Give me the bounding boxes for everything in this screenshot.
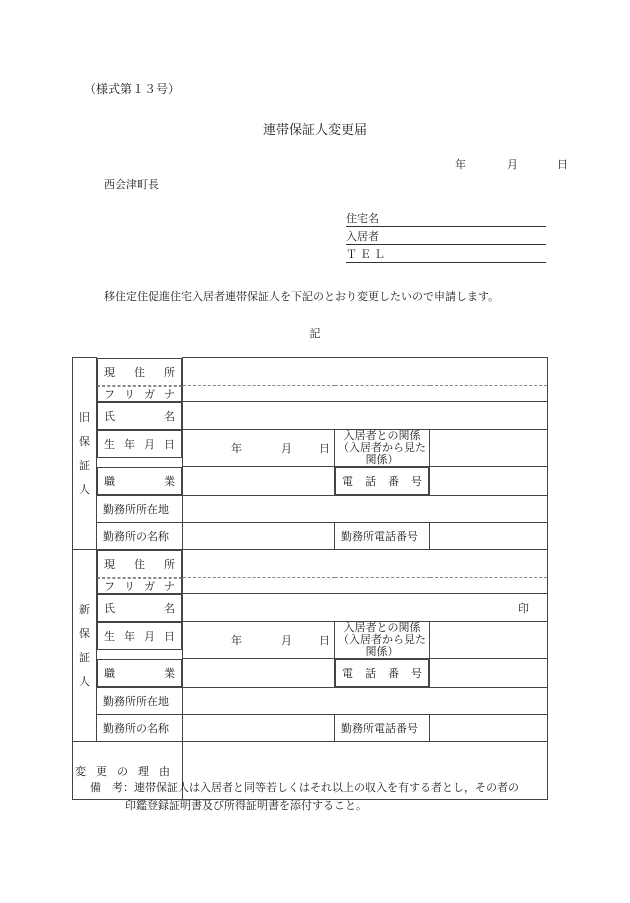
change-reason-label: 変更の理由	[73, 742, 183, 800]
old-phone-input[interactable]	[430, 467, 548, 496]
new-occupation-label: 職 業	[97, 659, 182, 687]
document-title: 連帯保証人変更届	[262, 123, 367, 138]
old-birthdate-label: 生 年 月 日	[97, 430, 182, 458]
old-work-phone-label: 勤務所電話番号	[335, 523, 430, 550]
new-work-name-input[interactable]	[183, 715, 335, 742]
new-birthdate-label: 生 年 月 日	[97, 622, 182, 650]
old-relation-label: 入居者との関係 （入居者から見た関係）	[335, 430, 430, 467]
old-occupation-input[interactable]	[183, 467, 335, 496]
new-birthdate-input[interactable]	[183, 622, 335, 659]
new-relation-label: 入居者との関係 （入居者から見た関係）	[335, 622, 430, 659]
new-birth-month-label: 月	[281, 634, 292, 647]
new-birth-day-label: 日	[319, 634, 330, 647]
old-birthdate-input[interactable]	[183, 430, 335, 467]
old-birth-year-label: 年	[231, 442, 242, 455]
submission-date	[455, 156, 568, 172]
new-phone-input[interactable]	[430, 659, 548, 688]
old-furigana-input[interactable]	[183, 386, 548, 402]
housing-name-field[interactable]	[346, 211, 546, 227]
new-name-input[interactable]	[183, 594, 548, 622]
new-name-label: 氏 名	[97, 594, 182, 622]
remarks-line-1: 備 考：連帯保証人は入居者と同等若しくはそれ以上の収入を有する者とし，その者の	[90, 781, 519, 794]
housing-name-label: 住宅名	[346, 212, 379, 225]
new-furigana-input[interactable]	[183, 578, 548, 594]
old-work-address-label: 勤務所所在地	[97, 496, 183, 523]
resident-label: 入居者	[346, 230, 379, 243]
tel-field[interactable]	[346, 247, 546, 263]
new-phone-label: 電 話 番 号	[335, 659, 429, 687]
new-work-phone-label: 勤務所電話番号	[335, 715, 430, 742]
old-occupation-label: 職 業	[97, 467, 182, 495]
ki-heading: 記	[309, 327, 321, 340]
date-year-label: 年	[455, 158, 466, 171]
old-work-name-input[interactable]	[183, 523, 335, 550]
new-work-address-label: 勤務所所在地	[97, 688, 183, 715]
old-address-input[interactable]	[183, 358, 548, 386]
resident-field[interactable]	[346, 229, 546, 245]
new-birth-year-label: 年	[231, 634, 242, 647]
old-furigana-label: フ リ ガ ナ	[97, 386, 182, 402]
old-address-label: 現 住 所	[97, 358, 182, 386]
old-relation-input[interactable]	[430, 430, 548, 467]
addressee: 西会津町長	[104, 178, 159, 191]
old-name-input[interactable]	[183, 402, 548, 430]
old-work-address-input[interactable]	[183, 496, 548, 523]
request-statement: 移住定住促進住宅入居者連帯保証人を下記のとおり変更したいので申請します。	[104, 290, 500, 303]
old-work-name-label: 勤務所の名称	[97, 523, 183, 550]
guarantor-form-table	[72, 357, 548, 800]
old-work-phone-input[interactable]	[430, 523, 548, 550]
new-occupation-input[interactable]	[183, 659, 335, 688]
date-day-label: 日	[557, 158, 568, 171]
new-furigana-label: フ リ ガ ナ	[97, 578, 182, 594]
old-guarantor-label: 旧 保 証 人	[73, 358, 97, 550]
new-work-phone-input[interactable]	[430, 715, 548, 742]
new-address-input[interactable]	[183, 550, 548, 578]
new-work-address-input[interactable]	[183, 688, 548, 715]
new-relation-input[interactable]	[430, 622, 548, 659]
old-name-label: 氏 名	[97, 402, 182, 430]
tel-label: ＴＥＬ	[346, 248, 388, 261]
new-work-name-label: 勤務所の名称	[97, 715, 183, 742]
old-phone-label: 電 話 番 号	[335, 467, 429, 495]
remarks-line-2: 印鑑登録証明書及び所得証明書を添付すること。	[125, 799, 367, 812]
old-birth-month-label: 月	[281, 442, 292, 455]
date-month-label: 月	[507, 158, 518, 171]
form-number: （様式第１３号）	[84, 82, 181, 96]
old-birth-day-label: 日	[319, 442, 330, 455]
new-guarantor-label: 新 保 証 人	[73, 550, 97, 742]
new-address-label: 現 住 所	[97, 550, 182, 578]
seal-mark: 印	[518, 601, 530, 615]
